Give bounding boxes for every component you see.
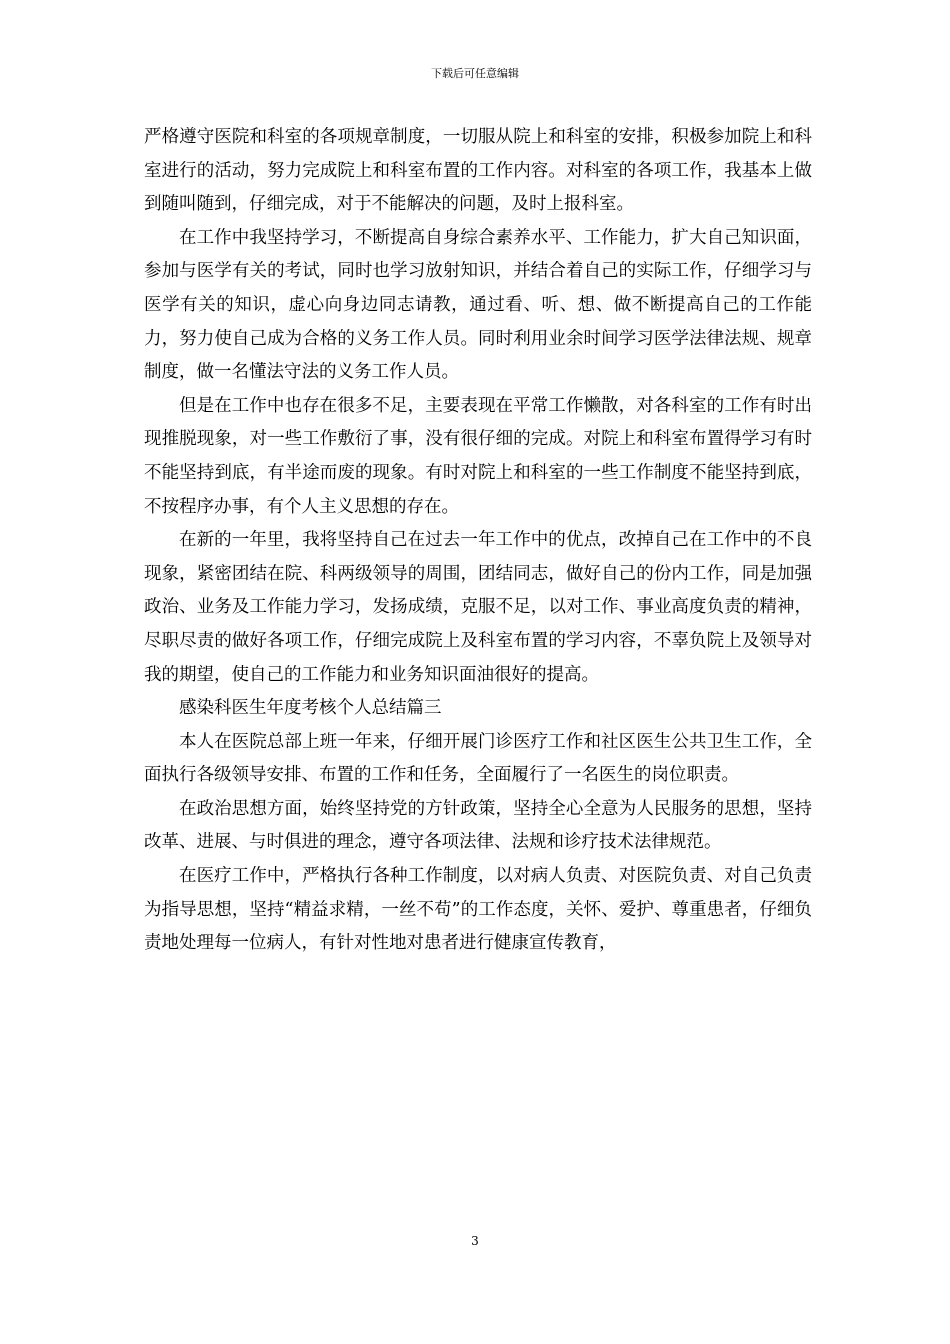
paragraph-shortcomings: 但是在工作中也存在很多不足，主要表现在平常工作懒散，对各科室的工作有时出现推脱现象，对一些工作敷衍了事，没有很仔细的完成。对院上和科室布置得学习有时不能坚持到底，有半途而废的现象。有时对院上和科室的一些工作制度不能坚持到底，不按程序办事，有个人主义思想的存在。 bbox=[144, 395, 812, 517]
paragraph-new-year: 在新的一年里，我将坚持自己在过去一年工作中的优点，改掉自己在工作中的不良现象，紧密团结在院、科两级领导的周围，团结同志，做好自己的份内工作，同是加强政治、业务及工作能力学习，发扬成绩，克服不足，以对工作、事业高度负责的精神，尽职尽责的做好各项工作，仔细完成院上及科室布置的学习内容，不辜负院上及领导对我的期望，使自己的工作能力和业务知识面油很好的提高。 bbox=[144, 530, 812, 685]
paragraph-continued: 严格遵守医院和科室的各项规章制度，一切服从院上和科室的安排，积极参加院上和科室进行的活动，努力完成院上和科室布置的工作内容。对科室的各项工作，我基本上做到随叫随到，仔细完成，对于不能解决的问题，及时上报科室。 bbox=[144, 127, 812, 215]
paragraph-medical-work: 在医疗工作中，严格执行各种工作制度，以对病人负责、对医院负责、对自己负责为指导思想，坚持“精益求精，一丝不苟”的工作态度，关怀、爱护、尊重患者，仔细负责地处理每一位病人，有针对性地对患者进行健康宣传教育， bbox=[144, 866, 812, 954]
document-body bbox=[144, 121, 812, 961]
paragraph-political: 在政治思想方面，始终坚持党的方针政策，坚持全心全意为人民服务的思想，坚持改革、进展、与时俱进的理念，遵守各项法律、法规和诊疗技术法律规范。 bbox=[144, 798, 812, 853]
page-number: 3 bbox=[471, 1234, 479, 1248]
paragraph-study: 在工作中我坚持学习，不断提高自身综合素养水平、工作能力，扩大自己知识面，参加与医学有关的考试，同时也学习放射知识，并结合着自己的实际工作，仔细学习与医学有关的知识，虚心向身边同志请教，通过看、听、想、做不断提高自己的工作能力，努力使自己成为合格的义务工作人员。同时利用业余时间学习医学法律法规、规章制度，做一名懂法守法的义务工作人员。 bbox=[144, 227, 812, 383]
section-heading: 感染科医生年度考核个人总结篇三 bbox=[179, 698, 442, 719]
paragraph-intro: 本人在医院总部上班一年来，仔细开展门诊医疗工作和社区医生公共卫生工作，全面执行各级领导安排、布置的工作和任务，全面履行了一名医生的岗位职责。 bbox=[144, 731, 812, 786]
page-header: 下载后可任意编辑 bbox=[431, 67, 519, 80]
